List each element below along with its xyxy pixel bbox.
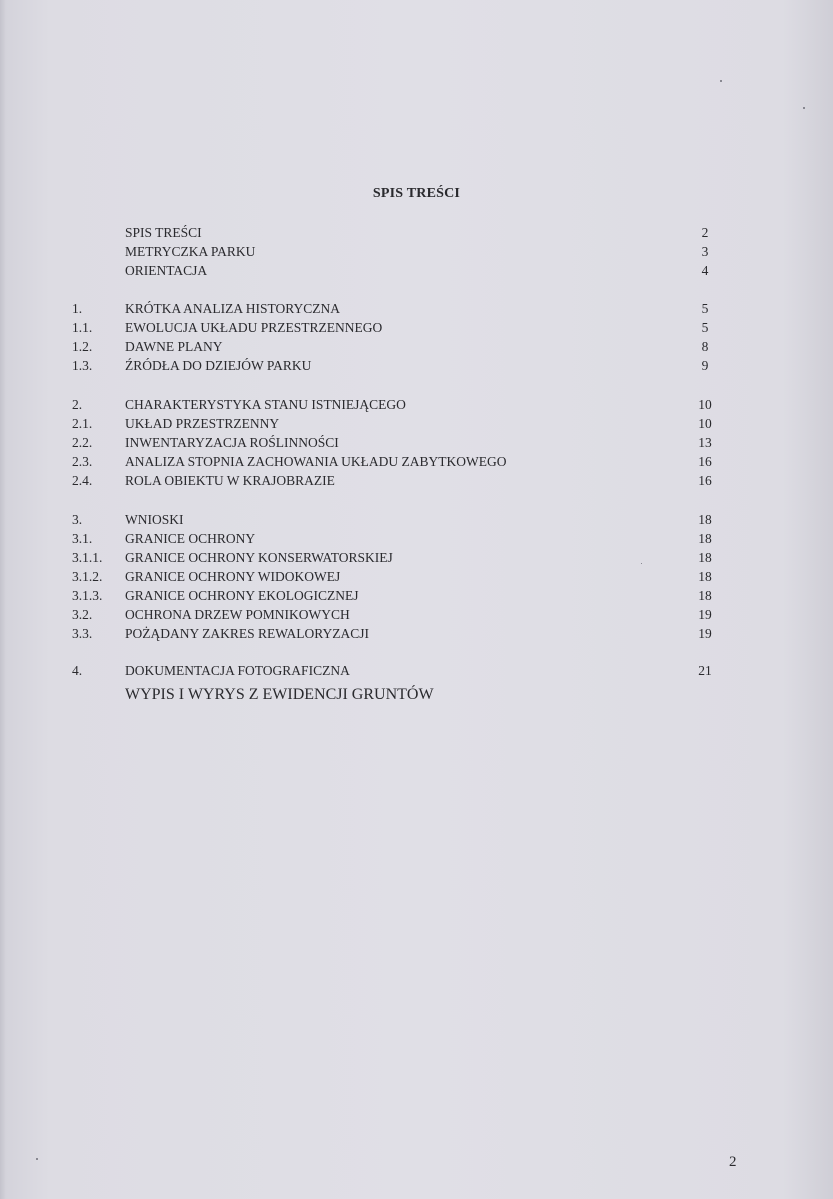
toc-entry-number: 2.3.: [72, 454, 93, 469]
toc-entry-page: 4: [701, 263, 709, 278]
toc-entry-label: INWENTARYZACJA ROŚLINNOŚCI: [125, 435, 339, 450]
toc-entry: [0, 243, 833, 261]
toc-entry-label: ŹRÓDŁA DO DZIEJÓW PARKU: [125, 358, 312, 373]
toc-entry-page: 10: [698, 397, 712, 412]
toc-entry: [0, 549, 833, 567]
toc-entry-number: 3.: [72, 512, 83, 527]
toc-entry-number: 2.1.: [72, 416, 93, 431]
toc-entry-label: UKŁAD PRZESTRZENNY: [125, 416, 280, 431]
toc-entry-number: 2.: [72, 397, 83, 412]
toc-entry-label: ANALIZA STOPNIA ZACHOWANIA UKŁADU ZABYTKOWEGO: [125, 454, 507, 469]
toc-entry-page: 10: [698, 416, 712, 431]
toc-entry: [0, 625, 833, 643]
toc-entry-page: 16: [698, 454, 712, 469]
toc-entry-number: 3.1.2.: [72, 569, 103, 584]
scan-speck: [720, 80, 722, 82]
toc-entry-page: 5: [701, 320, 709, 335]
toc-entry-label: GRANICE OCHRONY EKOLOGICZNEJ: [125, 588, 359, 603]
toc-entry-number: 3.1.3.: [72, 588, 103, 603]
toc-entry: [0, 606, 833, 624]
toc-entry: [0, 453, 833, 471]
toc-entry: [0, 587, 833, 605]
toc-entry-page: 18: [698, 512, 712, 527]
toc-entry: [0, 319, 833, 337]
toc-entry-number: 1.2.: [72, 339, 93, 354]
scan-speck: [641, 563, 642, 564]
toc-entry: [0, 511, 833, 529]
toc-entry: [0, 224, 833, 242]
toc-entry-label: KRÓTKA ANALIZA HISTORYCZNA: [125, 301, 341, 316]
toc-entry: [0, 338, 833, 356]
toc-entry: [0, 662, 833, 680]
toc-entry-page: 19: [698, 607, 712, 622]
toc-entry-label: WNIOSKI: [125, 512, 184, 527]
toc-entry-label: EWOLUCJA UKŁADU PRZESTRZENNEGO: [125, 320, 383, 335]
toc-entry-page: 18: [698, 531, 712, 546]
toc-entry-page: 5: [701, 301, 709, 316]
toc-entry-page: 8: [701, 339, 709, 354]
toc-entry-number: 3.3.: [72, 626, 93, 641]
toc-entry-label: ROLA OBIEKTU W KRAJOBRAZIE: [125, 473, 335, 488]
toc-entry: [0, 434, 833, 452]
toc-entry-label: DAWNE PLANY: [125, 339, 223, 354]
toc-entry-number: 4.: [72, 663, 83, 678]
toc-entry-page: 19: [698, 626, 712, 641]
toc-entry-number: 3.1.1.: [72, 550, 103, 565]
toc-entry-label: POŻĄDANY ZAKRES REWALORYZACJI: [125, 626, 370, 641]
toc-entry-label: CHARAKTERYSTYKA STANU ISTNIEJĄCEGO: [125, 397, 406, 412]
toc-entry-page: 18: [698, 569, 712, 584]
toc-entry: [0, 415, 833, 433]
toc-entry-page: 18: [698, 550, 712, 565]
toc-entry-label: SPIS TREŚCI: [125, 225, 202, 240]
page-number: 2: [729, 1154, 737, 1170]
toc-entry-page: 13: [698, 435, 712, 450]
toc-entry-number: 1.: [72, 301, 83, 316]
toc-entry-page: 3: [701, 244, 709, 259]
toc-entry: [0, 530, 833, 548]
toc-entry: [0, 357, 833, 375]
toc-entry-label: OCHRONA DRZEW POMNIKOWYCH: [125, 607, 350, 622]
toc-entry: [0, 396, 833, 414]
toc-entry-number: 1.3.: [72, 358, 93, 373]
toc-entry-label: ORIENTACJA: [125, 263, 208, 278]
toc-entry-page: 16: [698, 473, 712, 488]
scan-speck: [36, 1158, 38, 1160]
toc-entry-page: 18: [698, 588, 712, 603]
toc-entry-label: GRANICE OCHRONY WIDOKOWEJ: [125, 569, 341, 584]
toc-entry: [0, 262, 833, 280]
toc-entry-number: 3.1.: [72, 531, 93, 546]
toc-entry-label: DOKUMENTACJA FOTOGRAFICZNA: [125, 663, 350, 678]
toc-title: SPIS TREŚCI: [372, 186, 461, 201]
toc-entry-label: METRYCZKA PARKU: [125, 244, 256, 259]
toc-entry: [0, 472, 833, 490]
toc-entry-page: 2: [701, 225, 709, 240]
toc-entry-label: GRANICE OCHRONY: [125, 531, 256, 546]
toc-entry: [0, 568, 833, 586]
toc-entry-number: 2.4.: [72, 473, 93, 488]
scan-speck: [803, 107, 805, 109]
toc-entry-number: 3.2.: [72, 607, 93, 622]
toc-entry-page: 9: [701, 358, 709, 373]
toc-entry-label: GRANICE OCHRONY KONSERWATORSKIEJ: [125, 550, 393, 565]
toc-entry: [0, 300, 833, 318]
toc-entry-number: 2.2.: [72, 435, 93, 450]
toc-entry-page: 21: [698, 663, 712, 678]
toc-appendix-entry: WYPIS I WYRYS Z EWIDENCJI GRUNTÓW: [125, 686, 434, 703]
toc-entry-number: 1.1.: [72, 320, 93, 335]
